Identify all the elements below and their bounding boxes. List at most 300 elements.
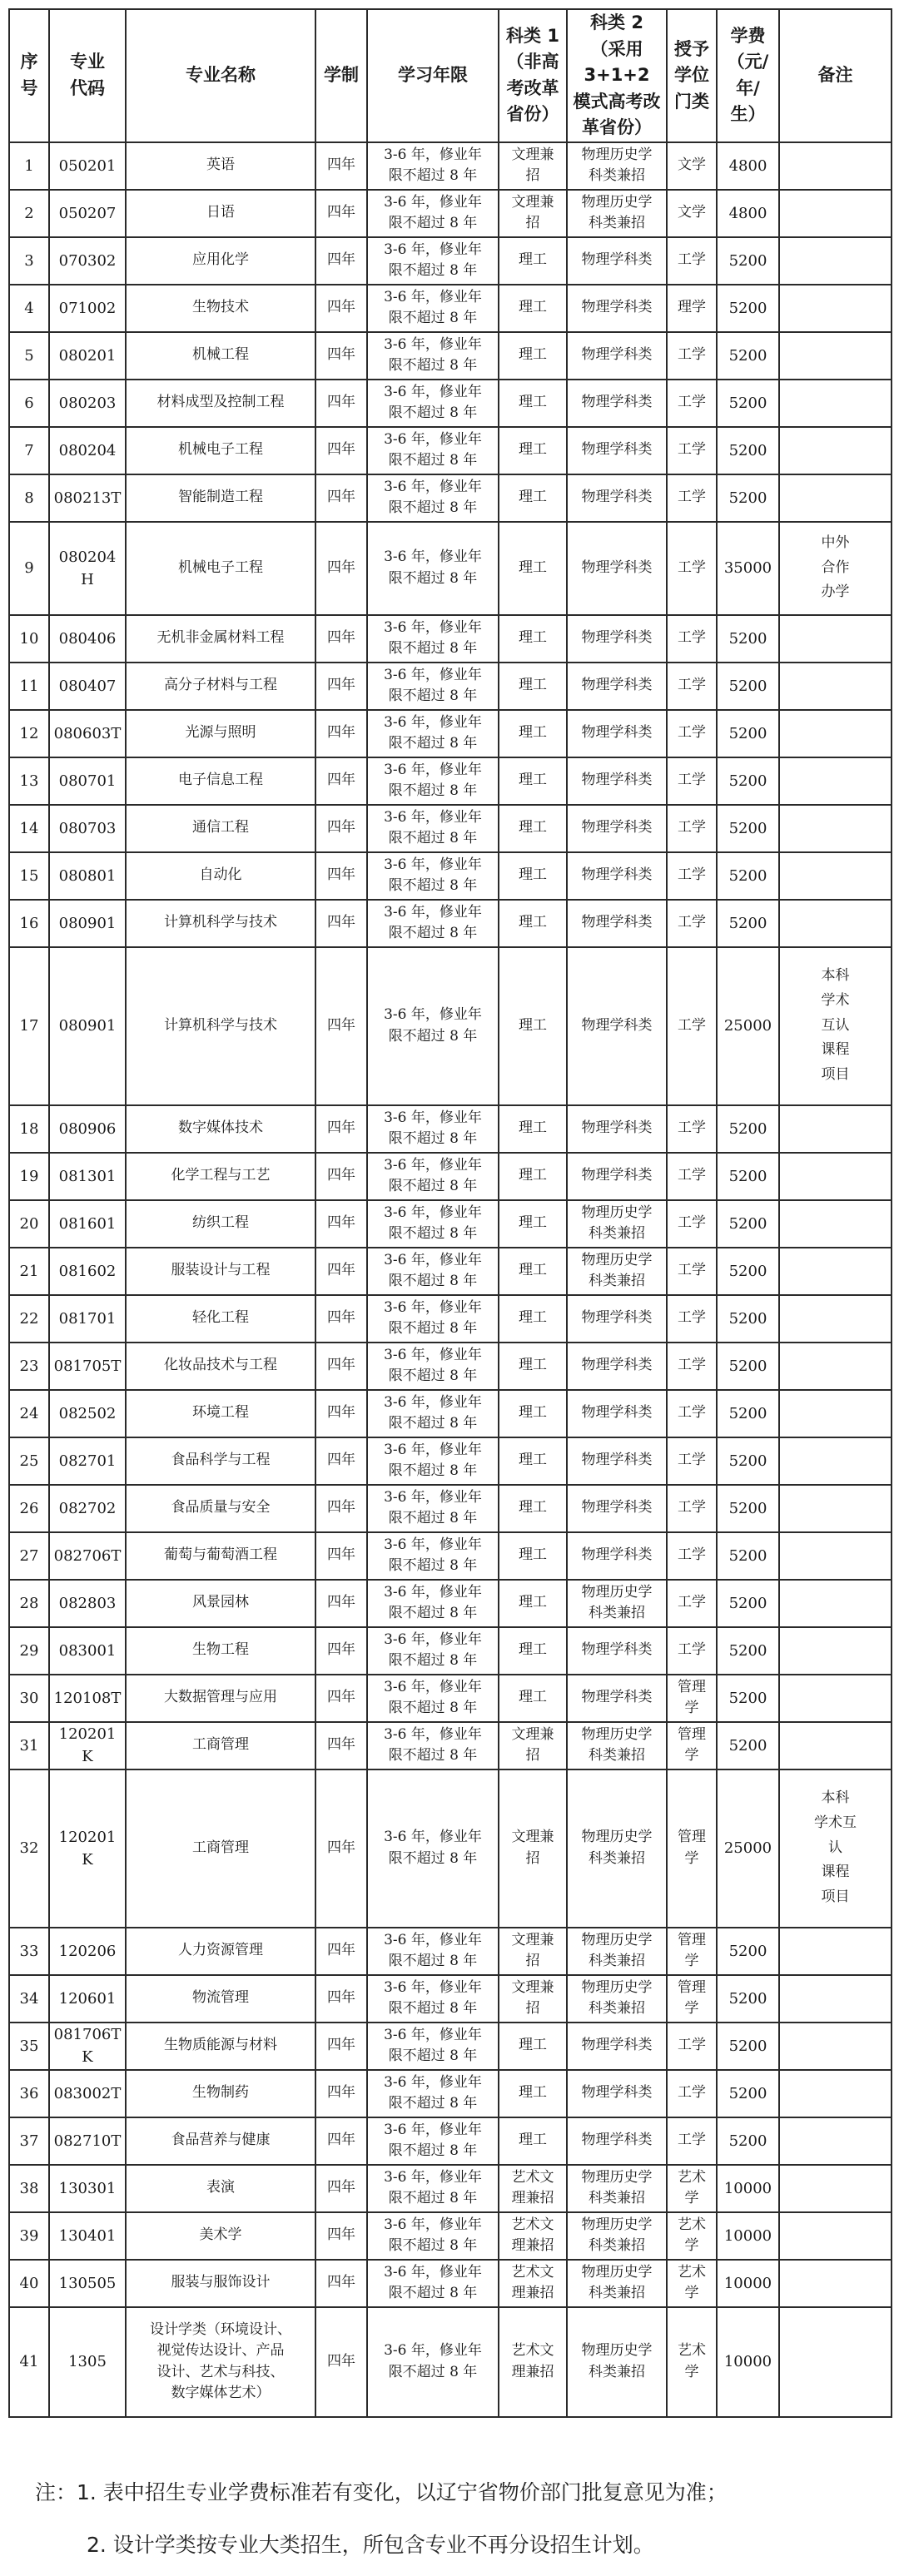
cell-remark [779, 2212, 892, 2260]
cell-major-name: 机械电子工程 [126, 427, 315, 474]
cell-tuition-fee: 5200 [717, 2070, 779, 2117]
table-row [9, 1248, 892, 1295]
cell-study-system: 四年 [315, 332, 367, 380]
table-row [9, 1975, 892, 2023]
cell-study-system: 四年 [315, 2260, 367, 2307]
cell-tuition-fee: 5200 [717, 1105, 779, 1153]
cell-category-2: 物理学科类 [567, 1437, 667, 1485]
cell-study-years: 3-6 年，修业年 限不超过 8 年 [367, 1153, 499, 1200]
cell-study-years: 3-6 年，修业年 限不超过 8 年 [367, 474, 499, 522]
cell-study-years: 3-6 年，修业年 限不超过 8 年 [367, 1769, 499, 1928]
cell-major-name: 化学工程与工艺 [126, 1153, 315, 1200]
cell-category-2: 物理学科类 [567, 900, 667, 947]
cell-remark [779, 1248, 892, 1295]
cell-tuition-fee: 5200 [717, 1200, 779, 1248]
cell-major-name: 服装与服饰设计 [126, 2260, 315, 2307]
cell-category-2: 物理历史学 科类兼招 [567, 1248, 667, 1295]
cell-category-2: 物理学科类 [567, 1390, 667, 1437]
cell-category-1: 理工 [499, 2117, 567, 2165]
cell-index: 19 [9, 1153, 49, 1200]
cell-index: 15 [9, 852, 49, 900]
cell-index: 30 [9, 1675, 49, 1722]
cell-study-years: 3-6 年，修业年 限不超过 8 年 [367, 522, 499, 615]
cell-tuition-fee: 10000 [717, 2165, 779, 2212]
cell-category-2: 物理学科类 [567, 2023, 667, 2070]
cell-remark [779, 852, 892, 900]
cell-category-2: 物理学科类 [567, 757, 667, 805]
cell-index: 27 [9, 1532, 49, 1580]
cell-index: 2 [9, 190, 49, 237]
cell-category-2: 物理学科类 [567, 522, 667, 615]
cell-degree-type: 工学 [667, 1485, 717, 1532]
cell-tuition-fee: 5200 [717, 852, 779, 900]
cell-degree-type: 艺术 学 [667, 2212, 717, 2260]
cell-category-2: 物理学科类 [567, 1105, 667, 1153]
cell-study-years: 3-6 年，修业年 限不超过 8 年 [367, 1437, 499, 1485]
table-row [9, 190, 892, 237]
cell-category-2: 物理学科类 [567, 947, 667, 1105]
cell-degree-type: 工学 [667, 1580, 717, 1627]
cell-degree-type: 工学 [667, 1437, 717, 1485]
cell-study-system: 四年 [315, 190, 367, 237]
table-row [9, 332, 892, 380]
cell-category-1: 理工 [499, 1437, 567, 1485]
cell-index: 28 [9, 1580, 49, 1627]
cell-study-system: 四年 [315, 1200, 367, 1248]
cell-index: 21 [9, 1248, 49, 1295]
cell-study-system: 四年 [315, 1485, 367, 1532]
cell-tuition-fee: 25000 [717, 947, 779, 1105]
cell-remark [779, 2117, 892, 2165]
cell-study-system: 四年 [315, 852, 367, 900]
cell-major-name: 葡萄与葡萄酒工程 [126, 1532, 315, 1580]
cell-study-system: 四年 [315, 1975, 367, 2023]
cell-index: 39 [9, 2212, 49, 2260]
cell-index: 10 [9, 615, 49, 663]
cell-remark [779, 474, 892, 522]
cell-remark [779, 332, 892, 380]
cell-study-years: 3-6 年，修业年 限不超过 8 年 [367, 1200, 499, 1248]
cell-tuition-fee: 5200 [717, 1627, 779, 1675]
cell-remark [779, 285, 892, 332]
cell-remark [779, 1580, 892, 1627]
table-row [9, 2212, 892, 2260]
cell-study-years: 3-6 年，修业年 限不超过 8 年 [367, 332, 499, 380]
table-row [9, 2307, 892, 2417]
cell-category-2: 物理历史学 科类兼招 [567, 190, 667, 237]
cell-study-system: 四年 [315, 1580, 367, 1627]
cell-major-code: 080203 [49, 380, 126, 427]
cell-major-name: 工商管理 [126, 1722, 315, 1769]
cell-index: 23 [9, 1343, 49, 1390]
cell-degree-type: 工学 [667, 237, 717, 285]
cell-category-1: 理工 [499, 1153, 567, 1200]
cell-degree-type: 工学 [667, 1200, 717, 1248]
cell-category-1: 理工 [499, 615, 567, 663]
cell-remark [779, 1627, 892, 1675]
cell-index: 34 [9, 1975, 49, 2023]
cell-major-name: 自动化 [126, 852, 315, 900]
cell-major-code: 082710T [49, 2117, 126, 2165]
cell-study-system: 四年 [315, 1769, 367, 1928]
cell-major-code: 080406 [49, 615, 126, 663]
cell-study-system: 四年 [315, 1295, 367, 1343]
table-row [9, 2023, 892, 2070]
cell-study-system: 四年 [315, 1390, 367, 1437]
cell-index: 40 [9, 2260, 49, 2307]
cell-remark [779, 900, 892, 947]
cell-major-code: 080801 [49, 852, 126, 900]
cell-major-name: 纺织工程 [126, 1200, 315, 1248]
table-row [9, 1153, 892, 1200]
cell-category-2: 物理学科类 [567, 1485, 667, 1532]
footnote-line-2: 2. 设计学类按专业大类招生，所包含专业不再分设招生计划。 [87, 2533, 654, 2557]
cell-study-years: 3-6 年，修业年 限不超过 8 年 [367, 1343, 499, 1390]
cell-major-name: 大数据管理与应用 [126, 1675, 315, 1722]
cell-study-years: 3-6 年，修业年 限不超过 8 年 [367, 1485, 499, 1532]
cell-degree-type: 工学 [667, 1295, 717, 1343]
cell-study-years: 3-6 年，修业年 限不超过 8 年 [367, 1975, 499, 2023]
cell-study-years: 3-6 年，修业年 限不超过 8 年 [367, 1675, 499, 1722]
table-row [9, 2070, 892, 2117]
header-code: 专业 代码 [49, 9, 126, 142]
cell-category-1: 理工 [499, 1105, 567, 1153]
table-row [9, 947, 892, 1105]
admission-table-container [8, 8, 891, 2418]
cell-tuition-fee: 5200 [717, 1295, 779, 1343]
cell-index: 5 [9, 332, 49, 380]
cell-remark [779, 757, 892, 805]
header-name: 专业名称 [126, 9, 315, 142]
cell-remark [779, 1975, 892, 2023]
cell-degree-type: 工学 [667, 2070, 717, 2117]
cell-category-1: 理工 [499, 474, 567, 522]
cell-index: 35 [9, 2023, 49, 2070]
cell-study-system: 四年 [315, 1153, 367, 1200]
cell-major-code: 120206 [49, 1928, 126, 1975]
cell-study-system: 四年 [315, 427, 367, 474]
cell-major-code: 082706T [49, 1532, 126, 1580]
cell-category-1: 艺术文 理兼招 [499, 2260, 567, 2307]
cell-index: 7 [9, 427, 49, 474]
cell-category-2: 物理学科类 [567, 2070, 667, 2117]
cell-study-system: 四年 [315, 1532, 367, 1580]
cell-study-years: 3-6 年，修业年 限不超过 8 年 [367, 1390, 499, 1437]
cell-tuition-fee: 5200 [717, 2023, 779, 2070]
cell-index: 8 [9, 474, 49, 522]
cell-remark: 中外 合作 办学 [779, 522, 892, 615]
cell-study-system: 四年 [315, 710, 367, 757]
cell-major-name: 通信工程 [126, 805, 315, 852]
cell-category-1: 理工 [499, 332, 567, 380]
cell-major-code: 080204H [49, 522, 126, 615]
cell-remark [779, 1437, 892, 1485]
cell-index: 16 [9, 900, 49, 947]
table-row [9, 1105, 892, 1153]
table-row [9, 852, 892, 900]
cell-study-years: 3-6 年，修业年 限不超过 8 年 [367, 2117, 499, 2165]
cell-remark [779, 2307, 892, 2417]
table-row [9, 1390, 892, 1437]
cell-category-2: 物理学科类 [567, 1343, 667, 1390]
cell-major-code: 050201 [49, 142, 126, 190]
cell-study-system: 四年 [315, 142, 367, 190]
cell-study-years: 3-6 年，修业年 限不超过 8 年 [367, 427, 499, 474]
cell-degree-type: 工学 [667, 1532, 717, 1580]
cell-index: 36 [9, 2070, 49, 2117]
cell-remark [779, 663, 892, 710]
header-note: 备注 [779, 9, 892, 142]
cell-study-system: 四年 [315, 1675, 367, 1722]
cell-major-name: 化妆品技术与工程 [126, 1343, 315, 1390]
cell-index: 31 [9, 1722, 49, 1769]
cell-major-name: 电子信息工程 [126, 757, 315, 805]
cell-category-1: 理工 [499, 1485, 567, 1532]
cell-tuition-fee: 5200 [717, 427, 779, 474]
cell-study-system: 四年 [315, 285, 367, 332]
cell-major-code: 130401 [49, 2212, 126, 2260]
cell-study-system: 四年 [315, 1343, 367, 1390]
cell-category-1: 理工 [499, 522, 567, 615]
cell-category-1: 理工 [499, 710, 567, 757]
cell-remark [779, 190, 892, 237]
cell-major-code: 070302 [49, 237, 126, 285]
cell-category-1: 理工 [499, 285, 567, 332]
table-row [9, 380, 892, 427]
cell-major-name: 生物技术 [126, 285, 315, 332]
cell-degree-type: 管理 学 [667, 1675, 717, 1722]
cell-category-2: 物理历史学 科类兼招 [567, 1928, 667, 1975]
cell-index: 26 [9, 1485, 49, 1532]
cell-major-code: 120201K [49, 1769, 126, 1928]
cell-tuition-fee: 10000 [717, 2212, 779, 2260]
cell-remark [779, 2070, 892, 2117]
cell-study-system: 四年 [315, 1627, 367, 1675]
cell-major-name: 无机非金属材料工程 [126, 615, 315, 663]
cell-study-years: 3-6 年，修业年 限不超过 8 年 [367, 710, 499, 757]
cell-category-2: 物理学科类 [567, 332, 667, 380]
cell-category-2: 物理历史学 科类兼招 [567, 2165, 667, 2212]
cell-major-name: 人力资源管理 [126, 1928, 315, 1975]
cell-index: 17 [9, 947, 49, 1105]
cell-major-code: 082502 [49, 1390, 126, 1437]
cell-category-1: 理工 [499, 805, 567, 852]
cell-study-years: 3-6 年，修业年 限不超过 8 年 [367, 900, 499, 947]
cell-tuition-fee: 5200 [717, 332, 779, 380]
cell-major-code: 080407 [49, 663, 126, 710]
cell-study-years: 3-6 年，修业年 限不超过 8 年 [367, 1532, 499, 1580]
cell-major-code: 082701 [49, 1437, 126, 1485]
cell-major-name: 表演 [126, 2165, 315, 2212]
cell-degree-type: 工学 [667, 615, 717, 663]
cell-tuition-fee: 5200 [717, 900, 779, 947]
table-row [9, 1627, 892, 1675]
cell-study-years: 3-6 年，修业年 限不超过 8 年 [367, 1928, 499, 1975]
cell-major-code: 080901 [49, 900, 126, 947]
cell-tuition-fee: 10000 [717, 2260, 779, 2307]
cell-category-1: 理工 [499, 427, 567, 474]
cell-major-name: 轻化工程 [126, 1295, 315, 1343]
table-row [9, 615, 892, 663]
cell-category-2: 物理历史学 科类兼招 [567, 1200, 667, 1248]
cell-category-2: 物理学科类 [567, 1675, 667, 1722]
table-row [9, 2165, 892, 2212]
cell-degree-type: 理学 [667, 285, 717, 332]
table-row [9, 1343, 892, 1390]
cell-degree-type: 艺术 学 [667, 2307, 717, 2417]
cell-major-name: 生物工程 [126, 1627, 315, 1675]
cell-degree-type: 工学 [667, 852, 717, 900]
cell-degree-type: 工学 [667, 427, 717, 474]
cell-remark [779, 1153, 892, 1200]
cell-major-name: 日语 [126, 190, 315, 237]
cell-study-system: 四年 [315, 1928, 367, 1975]
cell-remark [779, 1928, 892, 1975]
cell-index: 9 [9, 522, 49, 615]
cell-degree-type: 工学 [667, 710, 717, 757]
cell-category-2: 物理历史学 科类兼招 [567, 1769, 667, 1928]
cell-tuition-fee: 5200 [717, 1928, 779, 1975]
cell-category-1: 文理兼 招 [499, 190, 567, 237]
cell-study-system: 四年 [315, 805, 367, 852]
cell-remark [779, 380, 892, 427]
cell-study-system: 四年 [315, 2165, 367, 2212]
cell-remark [779, 1343, 892, 1390]
cell-study-system: 四年 [315, 615, 367, 663]
cell-major-code: 083002T [49, 2070, 126, 2117]
cell-tuition-fee: 5200 [717, 474, 779, 522]
table-row [9, 522, 892, 615]
cell-study-system: 四年 [315, 663, 367, 710]
cell-major-code: 071002 [49, 285, 126, 332]
table-row [9, 1769, 892, 1928]
cell-major-code: 080213T [49, 474, 126, 522]
table-body [9, 142, 892, 2417]
cell-major-name: 英语 [126, 142, 315, 190]
header-cat2: 科类 2 （采用 3+1+2 模式高考改 革省份） [567, 9, 667, 142]
cell-study-years: 3-6 年，修业年 限不超过 8 年 [367, 1105, 499, 1153]
cell-study-system: 四年 [315, 757, 367, 805]
cell-major-name: 食品质量与安全 [126, 1485, 315, 1532]
cell-index: 18 [9, 1105, 49, 1153]
cell-category-1: 文理兼 招 [499, 142, 567, 190]
table-row [9, 710, 892, 757]
cell-major-name: 工商管理 [126, 1769, 315, 1928]
cell-degree-type: 工学 [667, 947, 717, 1105]
cell-degree-type: 工学 [667, 1153, 717, 1200]
cell-degree-type: 工学 [667, 332, 717, 380]
cell-index: 29 [9, 1627, 49, 1675]
cell-category-1: 理工 [499, 663, 567, 710]
cell-category-1: 艺术文 理兼招 [499, 2165, 567, 2212]
cell-study-system: 四年 [315, 2023, 367, 2070]
cell-study-years: 3-6 年，修业年 限不超过 8 年 [367, 805, 499, 852]
cell-tuition-fee: 5200 [717, 615, 779, 663]
cell-index: 22 [9, 1295, 49, 1343]
cell-major-code: 120108T [49, 1675, 126, 1722]
cell-category-1: 理工 [499, 1248, 567, 1295]
table-row [9, 805, 892, 852]
cell-category-2: 物理学科类 [567, 663, 667, 710]
cell-index: 14 [9, 805, 49, 852]
cell-major-code: 081301 [49, 1153, 126, 1200]
cell-category-2: 物理学科类 [567, 805, 667, 852]
cell-study-years: 3-6 年，修业年 限不超过 8 年 [367, 2165, 499, 2212]
cell-category-2: 物理学科类 [567, 1532, 667, 1580]
cell-study-system: 四年 [315, 2307, 367, 2417]
cell-study-system: 四年 [315, 1722, 367, 1769]
cell-major-name: 环境工程 [126, 1390, 315, 1437]
cell-study-system: 四年 [315, 1248, 367, 1295]
cell-category-2: 物理历史学 科类兼招 [567, 1975, 667, 2023]
cell-major-name: 计算机科学与技术 [126, 900, 315, 947]
cell-major-name: 机械电子工程 [126, 522, 315, 615]
cell-degree-type: 工学 [667, 522, 717, 615]
cell-remark [779, 237, 892, 285]
cell-degree-type: 工学 [667, 380, 717, 427]
cell-study-years: 3-6 年，修业年 限不超过 8 年 [367, 237, 499, 285]
cell-remark [779, 1390, 892, 1437]
cell-category-1: 理工 [499, 900, 567, 947]
cell-remark [779, 2260, 892, 2307]
cell-index: 6 [9, 380, 49, 427]
cell-tuition-fee: 5200 [717, 1580, 779, 1627]
cell-degree-type: 文学 [667, 190, 717, 237]
cell-major-name: 服装设计与工程 [126, 1248, 315, 1295]
cell-study-years: 3-6 年，修业年 限不超过 8 年 [367, 2212, 499, 2260]
cell-major-name: 智能制造工程 [126, 474, 315, 522]
cell-degree-type: 艺术 学 [667, 2165, 717, 2212]
cell-study-years: 3-6 年，修业年 限不超过 8 年 [367, 190, 499, 237]
cell-study-years: 3-6 年，修业年 限不超过 8 年 [367, 852, 499, 900]
cell-major-code: 081705T [49, 1343, 126, 1390]
cell-major-name: 材料成型及控制工程 [126, 380, 315, 427]
cell-tuition-fee: 5200 [717, 1390, 779, 1437]
cell-category-2: 物理学科类 [567, 237, 667, 285]
cell-study-years: 3-6 年，修业年 限不超过 8 年 [367, 615, 499, 663]
cell-study-years: 3-6 年，修业年 限不超过 8 年 [367, 663, 499, 710]
cell-study-system: 四年 [315, 900, 367, 947]
cell-major-code: 081601 [49, 1200, 126, 1248]
cell-study-years: 3-6 年，修业年 限不超过 8 年 [367, 947, 499, 1105]
cell-category-2: 物理历史学 科类兼招 [567, 1580, 667, 1627]
cell-degree-type: 管理 学 [667, 1975, 717, 2023]
cell-index: 13 [9, 757, 49, 805]
cell-major-name: 美术学 [126, 2212, 315, 2260]
cell-tuition-fee: 5200 [717, 237, 779, 285]
cell-tuition-fee: 5200 [717, 2117, 779, 2165]
table-row [9, 2260, 892, 2307]
cell-study-years: 3-6 年，修业年 限不超过 8 年 [367, 2307, 499, 2417]
cell-study-years: 3-6 年，修业年 限不超过 8 年 [367, 285, 499, 332]
cell-tuition-fee: 10000 [717, 2307, 779, 2417]
cell-degree-type: 工学 [667, 663, 717, 710]
cell-degree-type: 管理 学 [667, 1722, 717, 1769]
cell-tuition-fee: 5200 [717, 380, 779, 427]
cell-category-1: 理工 [499, 1627, 567, 1675]
cell-category-1: 理工 [499, 380, 567, 427]
table-row [9, 1722, 892, 1769]
cell-remark [779, 1200, 892, 1248]
cell-category-2: 物理学科类 [567, 380, 667, 427]
cell-category-1: 理工 [499, 1295, 567, 1343]
cell-major-code: 080204 [49, 427, 126, 474]
cell-degree-type: 管理 学 [667, 1928, 717, 1975]
cell-category-2: 物理学科类 [567, 427, 667, 474]
cell-degree-type: 工学 [667, 2117, 717, 2165]
table-row [9, 1200, 892, 1248]
cell-degree-type: 工学 [667, 900, 717, 947]
